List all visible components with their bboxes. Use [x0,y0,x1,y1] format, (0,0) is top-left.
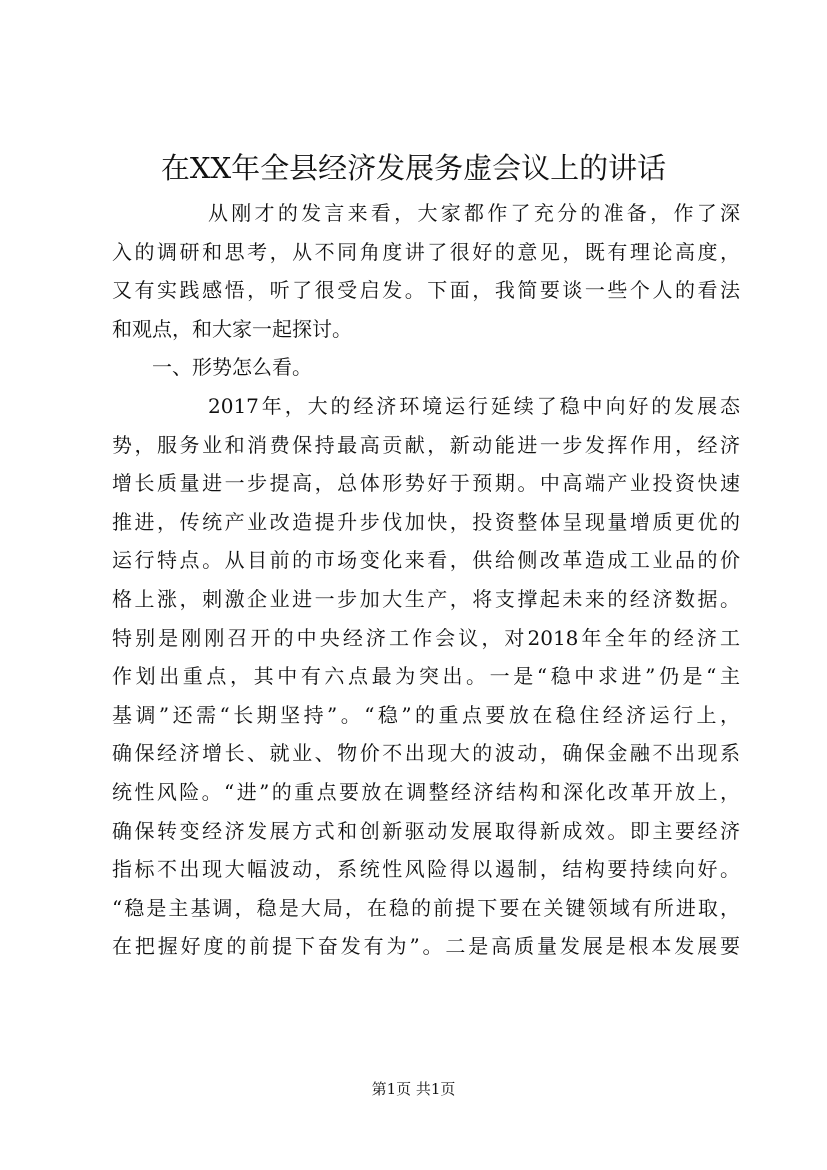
body-line: 特别是刚刚召开的中央经济工作会议，对2018年全年的经济工 [112,625,740,650]
body-line: 增长质量进一步提高，总体形势好于预期。中高端产业投资快速 [112,471,740,496]
body-line: 指标不出现大幅波动，系统性风险得以遏制，结构要持续向好。 [112,857,740,882]
body-line: 势，服务业和消费保持最高贡献，新动能进一步发挥作用，经济 [112,432,740,457]
body-line: 入的调研和思考，从不同角度讲了很好的意见，既有理论高度， [112,239,740,264]
body-line: 统性风险。“进”的重点要放在调整经济结构和深化改革开放上， [112,779,740,804]
body-line: 格上涨，刺激企业进一步加大生产，将支撑起未来的经济数据。 [112,586,740,611]
document-body [112,194,740,966]
body-line: 推进，传统产业改造提升步伐加快，投资整体呈现量增质更优的 [112,509,740,534]
document-title: 在XX年全县经济发展务虚会议上的讲话 [160,151,667,185]
body-line: 确保转变经济发展方式和创新驱动发展取得新成效。即主要经济 [112,818,740,843]
body-line: 从刚才的发言来看，大家都作了充分的准备，作了深 [208,201,740,225]
body-line: 2017年，大的经济环境运行延续了稳中向好的发展态 [208,393,740,418]
body-line: 基调”还需“长期坚持”。“稳”的重点要放在稳住经济运行上， [112,702,740,727]
body-line: 运行特点。从目前的市场变化来看，供给侧改革造成工业品的价 [112,548,740,573]
page-number: 第1页 共1页 [371,1080,456,1098]
body-line: 又有实践感悟，听了很受启发。下面，我简要谈一些个人的看法 [112,278,740,303]
body-line: 在把握好度的前提下奋发有为”。二是高质量发展是根本发展要 [112,934,740,959]
body-line: 作划出重点，其中有六点最为突出。一是“稳中求进”仍是“主 [112,664,740,689]
body-line: “稳是主基调，稳是大局，在稳的前提下要在关键领域有所进取， [112,895,740,920]
body-line: 确保经济增长、就业、物价不出现大的波动，确保金融不出现系 [112,741,740,766]
body-line: 和观点，和大家一起探讨。 [112,316,352,341]
section-heading: 一、形势怎么看。 [152,355,312,380]
